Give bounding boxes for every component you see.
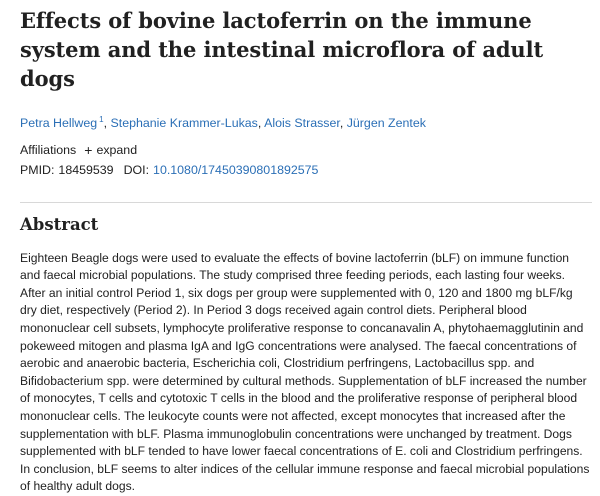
section-divider (20, 202, 592, 203)
author-separator: , (103, 116, 111, 130)
author-separator: , (339, 116, 347, 130)
doi-link[interactable]: 10.1080/17450390801892575 (153, 163, 319, 177)
pmid-value: 18459539 (58, 163, 114, 177)
expand-label: expand (96, 143, 138, 157)
pmid-label: PMID: (20, 163, 55, 177)
expand-affiliations-button[interactable] (84, 142, 137, 158)
abstract-heading: Abstract (20, 215, 99, 234)
author-link[interactable]: Jürgen Zentek (346, 116, 426, 130)
affiliations-label: Affiliations (20, 143, 77, 157)
abstract-text: Eighteen Beagle dogs were used to evaluate the effects of bovine lactoferrin (bLF) on immune function and faecal microbial populations. The study comprised three feeding periods, each lasting four weeks. After an initial control Period 1, six dogs per group were supplemented with 0, 120 and 1800 mg bLF/kg dry diet, respectively (Period 2). In Period 3 dogs received again control diets. Peripheral blood mononuclear cell subsets, lymphocyte proliferative response to concanavalin A, phytohaemagglutinin and pokeweed mitogen and plasma IgA and IgG concentrations were analysed. The faecal concentrations of aerobic and anaerobic bacteria, Escherichia coli, Clostridium perfringens, Lactobacillus spp. and Bifidobacterium spp. were determined by cultural methods. Supplementation of bLF increased the number of monocytes, T cells and cytotoxic T cells in the blood and the proliferative response of peripheral blood mononuclear cells. The leukocyte counts were not affected, except monocytes that increased after the supplementation with bLF. Plasma immunoglobulin concentrations were unchanged by treatment. Dogs supplemented with bLF tended to have lower faecal concentrations of E. coli and Clostridium perfringens. In conclusion, bLF seems to alter indices of the cellular immune response and faecal microbial populations of healthy adult dogs. (20, 250, 590, 494)
author-list (20, 115, 592, 131)
doi-label: DOI: (123, 163, 150, 177)
affiliations-row (20, 142, 592, 158)
article-title: Effects of bovine lactoferrin on the immune system and the intestinal microflora of adult dogs (20, 8, 544, 91)
identifiers-row (20, 162, 592, 178)
plus-icon: + (84, 142, 93, 158)
author-separator: , (257, 116, 265, 130)
author-link[interactable]: Stephanie Krammer-Lukas (110, 116, 258, 130)
author-link[interactable]: Alois Strasser (264, 116, 340, 130)
author-link[interactable]: Petra Hellweg (20, 116, 98, 130)
affiliation-ref[interactable]: 1 (99, 114, 104, 124)
article-page (20, 0, 592, 496)
